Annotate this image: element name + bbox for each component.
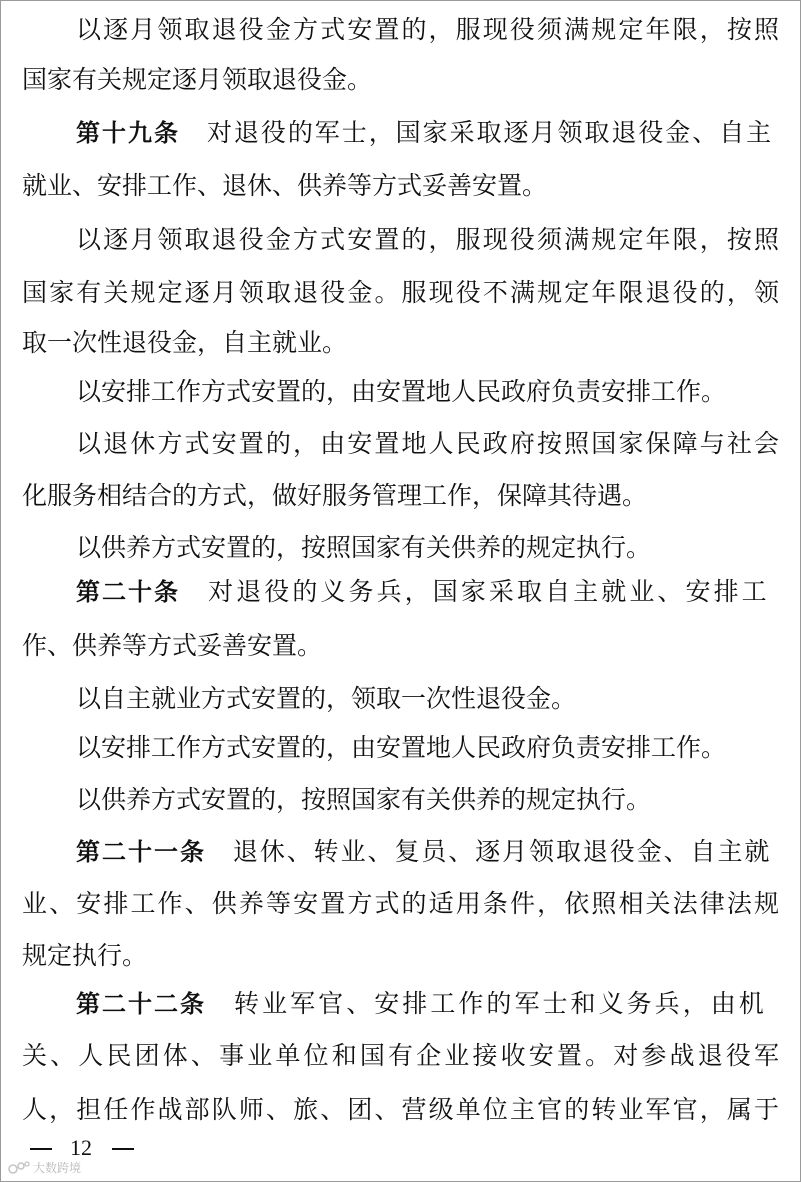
line-text: 退休、转业、复员、逐月领取退役金、自主就	[206, 837, 772, 866]
text-line	[22, 64, 372, 96]
line-text: 以退休方式安置的，由安置地人民政府按照国家保障与社会	[76, 429, 782, 458]
line-text: 以安排工作方式安置的，由安置地人民政府负责安排工作。	[76, 377, 727, 406]
line-text: 以自主就业方式安置的，领取一次性退役金。	[76, 684, 577, 713]
line-text: 人，担任作战部队师、旅、团、营级单位主官的转业军官，属于	[22, 1095, 782, 1124]
line-text: 以逐月领取退役金方式安置的，服现役须满规定年限，按照	[76, 15, 782, 44]
text-line	[76, 117, 773, 149]
text-line	[76, 988, 767, 1020]
text-line	[76, 732, 726, 764]
text-line	[22, 940, 147, 972]
line-text: 就业、安排工作、退休、供养等方式妥善安置。	[22, 171, 548, 200]
watermark-logo-icon	[8, 1160, 30, 1176]
line-text: 关、人民团体、事业单位和国有企业接收安置。对参战退役军	[22, 1041, 783, 1070]
line-text: 对退役的军士，国家采取逐月领取退役金、自主	[180, 118, 774, 147]
watermark	[8, 1158, 81, 1178]
text-line	[22, 170, 547, 202]
line-text: 规定执行。	[22, 941, 148, 970]
line-text: 以供养方式安置的，按照国家有关供养的规定执行。	[76, 785, 652, 814]
line-text: 业、安排工作、供养等安置方式的适用条件，依照相关法律法规	[22, 889, 782, 918]
line-text: 转业军官、安排工作的军士和义务兵，由机	[206, 989, 767, 1018]
text-line	[76, 14, 781, 46]
text-line	[76, 532, 651, 564]
text-line	[76, 836, 771, 868]
text-line	[76, 683, 576, 715]
text-line	[22, 327, 347, 359]
text-line	[22, 1094, 781, 1126]
line-text: 以逐月领取退役金方式安置的，服现役须满规定年限，按照	[76, 225, 782, 254]
text-line	[76, 784, 651, 816]
watermark-text: 大数跨境	[33, 1161, 82, 1175]
line-text: 国家有关规定逐月领取退役金。服现役不满规定年限退役的，领	[22, 278, 782, 307]
line-text: 以安排工作方式安置的，由安置地人民政府负责安排工作。	[76, 733, 727, 762]
text-line	[22, 1040, 782, 1072]
line-text: 作、供养等方式妥善安置。	[22, 631, 323, 660]
text-line	[76, 376, 726, 408]
line-text: 对退役的义务兵，国家采取自主就业、安排工	[180, 577, 770, 606]
page-number-dash-left	[30, 1148, 52, 1150]
line-text: 化服务相结合的方式，做好服务管理工作，保障其待遇。	[22, 481, 648, 510]
text-line	[76, 224, 781, 256]
page-number-dash-right	[112, 1148, 134, 1150]
line-text: 以供养方式安置的，按照国家有关供养的规定执行。	[76, 533, 652, 562]
text-line	[22, 277, 781, 309]
line-text: 国家有关规定逐月领取退役金。	[22, 65, 373, 94]
article-number: 第二十一条	[76, 838, 206, 866]
text-line	[22, 630, 322, 662]
page-number: 12	[70, 1135, 92, 1160]
text-line	[76, 428, 781, 460]
article-number: 第十九条	[76, 119, 180, 147]
line-text: 取一次性退役金，自主就业。	[22, 328, 348, 357]
article-number: 第二十条	[76, 578, 180, 606]
text-line	[22, 888, 781, 920]
text-line	[22, 480, 647, 512]
text-line	[76, 576, 770, 608]
article-number: 第二十二条	[76, 990, 206, 1018]
